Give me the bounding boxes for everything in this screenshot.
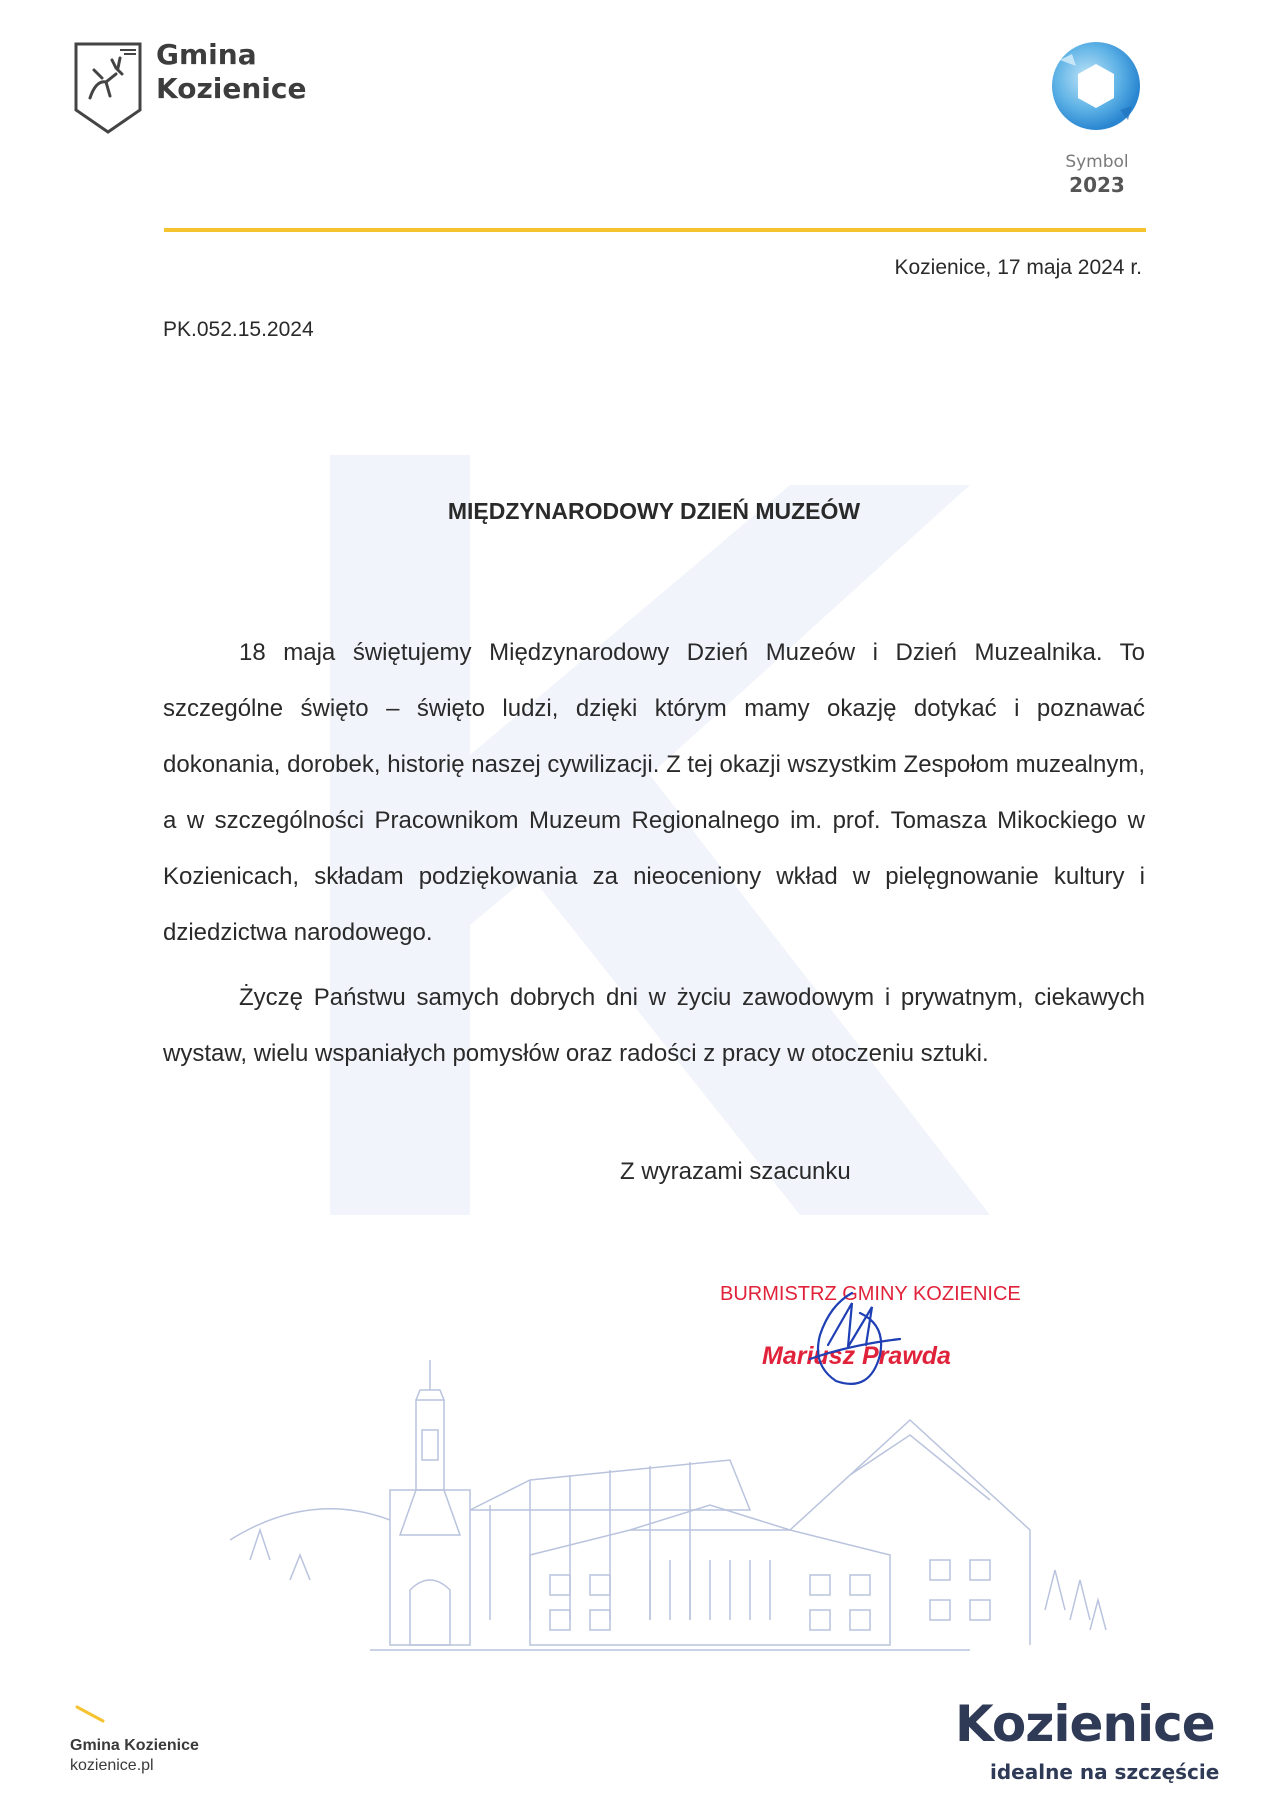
header-divider xyxy=(164,228,1146,232)
brand-wordmark: Kozienice xyxy=(955,1695,1215,1753)
letter-body-paragraph-1 xyxy=(163,625,1145,961)
signature-stamp-name: Mariusz Prawda xyxy=(762,1342,951,1370)
closing-salutation: Z wyrazami szacunku xyxy=(620,1158,851,1185)
gmina-crest-icon xyxy=(72,40,144,136)
symbol-year: 2023 xyxy=(1069,173,1125,197)
symbol-label: Symbol xyxy=(1065,152,1129,172)
symbol-2023-badge-icon xyxy=(1050,40,1142,132)
letter-body-paragraph-2 xyxy=(163,970,1145,1082)
org-logo-text xyxy=(156,38,306,106)
footer-accent-mark-icon xyxy=(75,1705,107,1725)
footer-org-name: Gmina Kozienice xyxy=(70,1737,199,1754)
org-name-line2: Kozienice xyxy=(156,72,307,105)
letter-title: MIĘDZYNARODOWY DZIEŃ MUZEÓW xyxy=(447,498,861,524)
reference-number: PK.052.15.2024 xyxy=(163,318,314,341)
org-name-line1: Gmina xyxy=(156,38,257,71)
town-buildings-illustration xyxy=(230,1360,1110,1660)
letter-date: Kozienice, 17 maja 2024 r. xyxy=(894,256,1142,279)
signature-stamp-title: BURMISTRZ GMINY KOZIENICE xyxy=(720,1283,1021,1305)
paragraph-text: Życzę Państwu samych dobrych dni w życiu zawodowym i prywatnym, ciekawych wystaw, wielu wspaniałych pomysłów oraz radości z pracy w otoczeniu sztuki. xyxy=(163,984,1145,1067)
brand-slogan: idealne na szczęście xyxy=(990,1760,1220,1784)
paragraph-text: 18 maja świętujemy Międzynarodowy Dzień Muzeów i Dzień Muzealnika. To szczególne święto – święto ludzi, dzięki którym mamy okazję dotykać i poznawać dokonania, dorobek, historię naszej cywilizacji. Z tej okazji wszystkim Zespołom muzealnym, a w szczególności Pracownikom Muzeum Regionalnego im. prof. Tomasza Mikockiego w Kozienicach, składam podziękowania za nieoceniony wkład w pielęgnowanie kultury i dziedzictwa narodowego. xyxy=(163,639,1145,946)
footer-website: kozienice.pl xyxy=(70,1757,154,1774)
